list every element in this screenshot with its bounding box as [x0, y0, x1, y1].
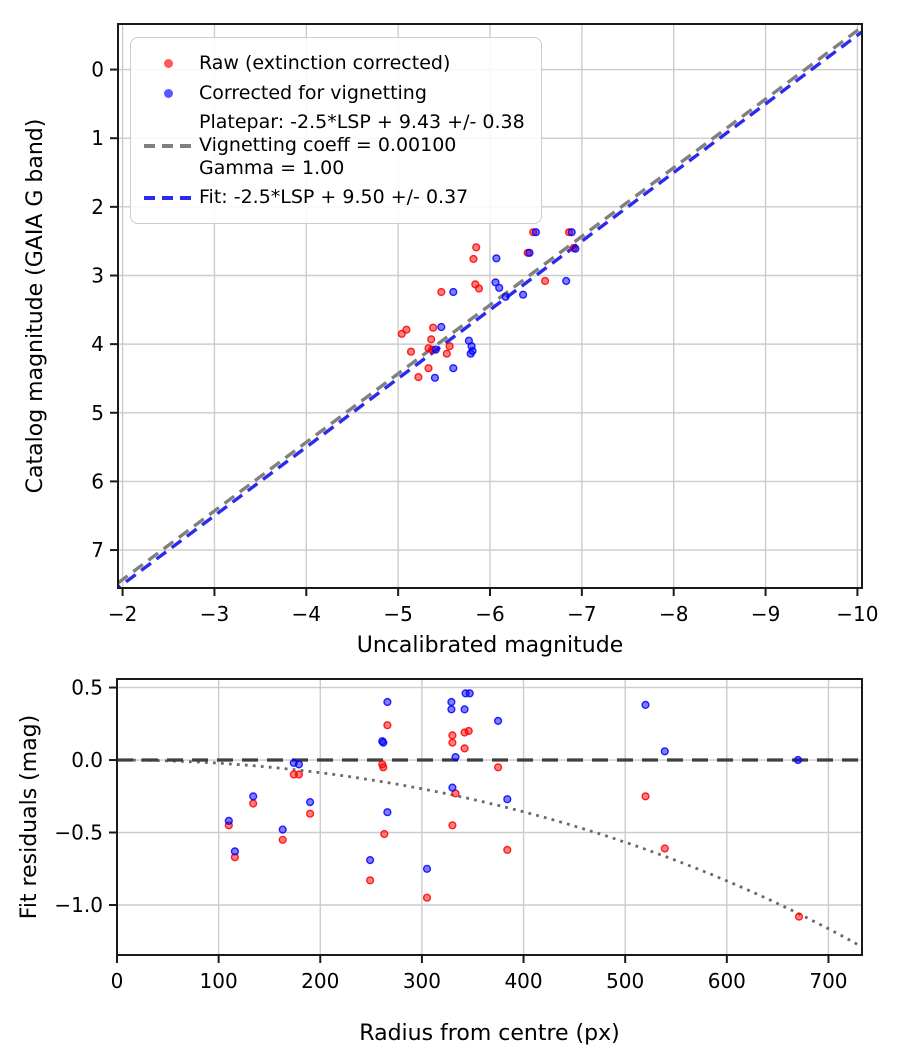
data-point [461, 706, 468, 713]
y-tick-label: 5 [91, 400, 104, 425]
legend-entry-raw [137, 51, 525, 76]
data-point [493, 255, 500, 262]
y-tick-label: 7 [91, 538, 104, 563]
data-point [495, 764, 502, 771]
x-tick-label: 0 [110, 969, 124, 993]
data-point [495, 718, 502, 725]
data-point [448, 699, 455, 706]
data-point [452, 754, 459, 761]
data-point [438, 289, 445, 296]
legend-entry-vignetting [137, 81, 525, 106]
legend-marker-cell [137, 89, 199, 98]
y-tick-label: 0.5 [71, 675, 103, 700]
data-point [398, 330, 405, 337]
x-axis-label: Uncalibrated magnitude [356, 633, 624, 658]
x-tick-label: −2 [107, 602, 138, 626]
data-point [795, 757, 802, 764]
data-point [642, 793, 649, 800]
data-point [449, 732, 456, 739]
legend-marker-cell [137, 59, 199, 68]
data-point [307, 799, 314, 806]
vignetting-dot-icon [164, 89, 173, 98]
platepar-dashed-line-icon [144, 144, 192, 148]
data-point [279, 836, 286, 843]
data-point [450, 289, 457, 296]
data-point [425, 365, 432, 372]
data-point [470, 256, 477, 263]
data-point [307, 810, 314, 817]
vignetting-points [432, 229, 579, 381]
data-point [446, 343, 453, 350]
data-point [424, 894, 431, 901]
data-point [384, 699, 391, 706]
y-tick-label: −0.5 [54, 820, 103, 845]
y-tick-label: 0.0 [71, 748, 103, 773]
data-point [443, 350, 450, 357]
y-tick-label: −1.0 [54, 892, 103, 917]
legend-label-platepar [199, 111, 525, 180]
data-point [449, 739, 456, 746]
x-tick-label: 500 [606, 969, 645, 993]
data-point [415, 374, 422, 381]
data-point [466, 690, 473, 697]
legend-label-fit: Fit: -2.5*LSP + 9.50 +/- 0.37 [199, 186, 469, 208]
data-point [381, 831, 388, 838]
legend-entry-platepar [137, 111, 525, 180]
vignetting-points [225, 690, 801, 872]
data-point [428, 336, 435, 343]
legend-label-raw: Raw (extinction corrected) [199, 52, 451, 74]
data-point [504, 847, 511, 854]
data-point [465, 728, 472, 735]
data-point [250, 800, 257, 807]
data-point [572, 245, 579, 252]
platepar-fit-text: Platepar: -2.5*LSP + 9.43 +/- 0.38 [199, 111, 525, 133]
y-tick-label: 4 [91, 332, 104, 357]
x-tick-label: −8 [658, 602, 689, 626]
data-point [250, 793, 257, 800]
data-point [502, 293, 509, 300]
data-point [380, 739, 387, 746]
data-point [504, 796, 511, 803]
data-point [526, 249, 533, 256]
data-point [380, 764, 387, 771]
x-tick-label: 400 [504, 969, 543, 993]
y-axis-label: Catalog magnitude (GAIA G band) [23, 118, 48, 494]
y-tick-label: 0 [91, 57, 104, 82]
data-point [296, 771, 303, 778]
y-axis-label: Fit residuals (mag) [17, 714, 42, 920]
x-tick-label: −5 [383, 602, 413, 626]
data-point [496, 284, 503, 291]
data-point [542, 278, 549, 285]
data-point [432, 374, 439, 381]
data-point [661, 845, 668, 852]
residuals-plot [17, 676, 862, 1046]
y-tick-label: 3 [91, 263, 104, 288]
data-point [642, 702, 649, 709]
legend-label-vignetting: Corrected for vignetting [199, 82, 427, 104]
x-tick-label: −4 [291, 602, 322, 626]
legend-marker-cell [137, 144, 199, 148]
data-point [232, 848, 239, 855]
x-tick-label: −3 [199, 602, 230, 626]
y-tick-label: 2 [91, 194, 104, 219]
data-point [476, 285, 483, 292]
data-point [408, 348, 415, 355]
x-tick-label: −6 [475, 602, 505, 626]
data-point [432, 346, 439, 353]
x-tick-label: 200 [301, 969, 340, 993]
x-tick-label: −9 [750, 602, 781, 626]
data-point [296, 761, 303, 768]
gamma-text: Gamma = 1.00 [199, 157, 345, 179]
data-point [473, 244, 480, 251]
x-axis-label: Radius from centre (px) [359, 1021, 620, 1046]
y-tick-label: 1 [91, 126, 104, 151]
data-point [438, 324, 445, 331]
legend [130, 37, 542, 224]
x-tick-label: 600 [707, 969, 746, 993]
data-point [449, 784, 456, 791]
data-point [384, 809, 391, 816]
x-tick-label: 700 [809, 969, 848, 993]
raw-points [225, 722, 802, 920]
data-point [448, 706, 455, 713]
data-point [367, 857, 374, 864]
data-point [796, 913, 803, 920]
data-point [367, 877, 374, 884]
tick-labels [54, 676, 847, 993]
data-point [424, 865, 431, 872]
vignetting-coeff-text: Vignetting coeff = 0.00100 [199, 134, 457, 156]
legend-marker-cell [137, 196, 199, 200]
legend-entry-fit [137, 185, 525, 210]
data-point [568, 229, 575, 236]
fit-dashed-line-icon [144, 196, 192, 200]
data-point [520, 291, 527, 298]
data-point [563, 278, 570, 285]
data-point [461, 745, 468, 752]
data-point [430, 324, 437, 331]
x-tick-label: −10 [836, 602, 879, 626]
data-point [450, 365, 457, 372]
data-point [384, 722, 391, 729]
vignetting-model-curve [117, 760, 861, 946]
x-tick-label: 100 [199, 969, 238, 993]
raw-dot-icon [164, 59, 173, 68]
x-tick-label: −7 [567, 602, 597, 626]
data-point [449, 822, 456, 829]
y-tick-label: 6 [91, 469, 104, 494]
data-point [225, 818, 232, 825]
data-point [279, 826, 286, 833]
data-point [661, 748, 668, 755]
x-tick-label: 300 [402, 969, 442, 993]
data-point [467, 350, 474, 357]
data-point [533, 229, 540, 236]
